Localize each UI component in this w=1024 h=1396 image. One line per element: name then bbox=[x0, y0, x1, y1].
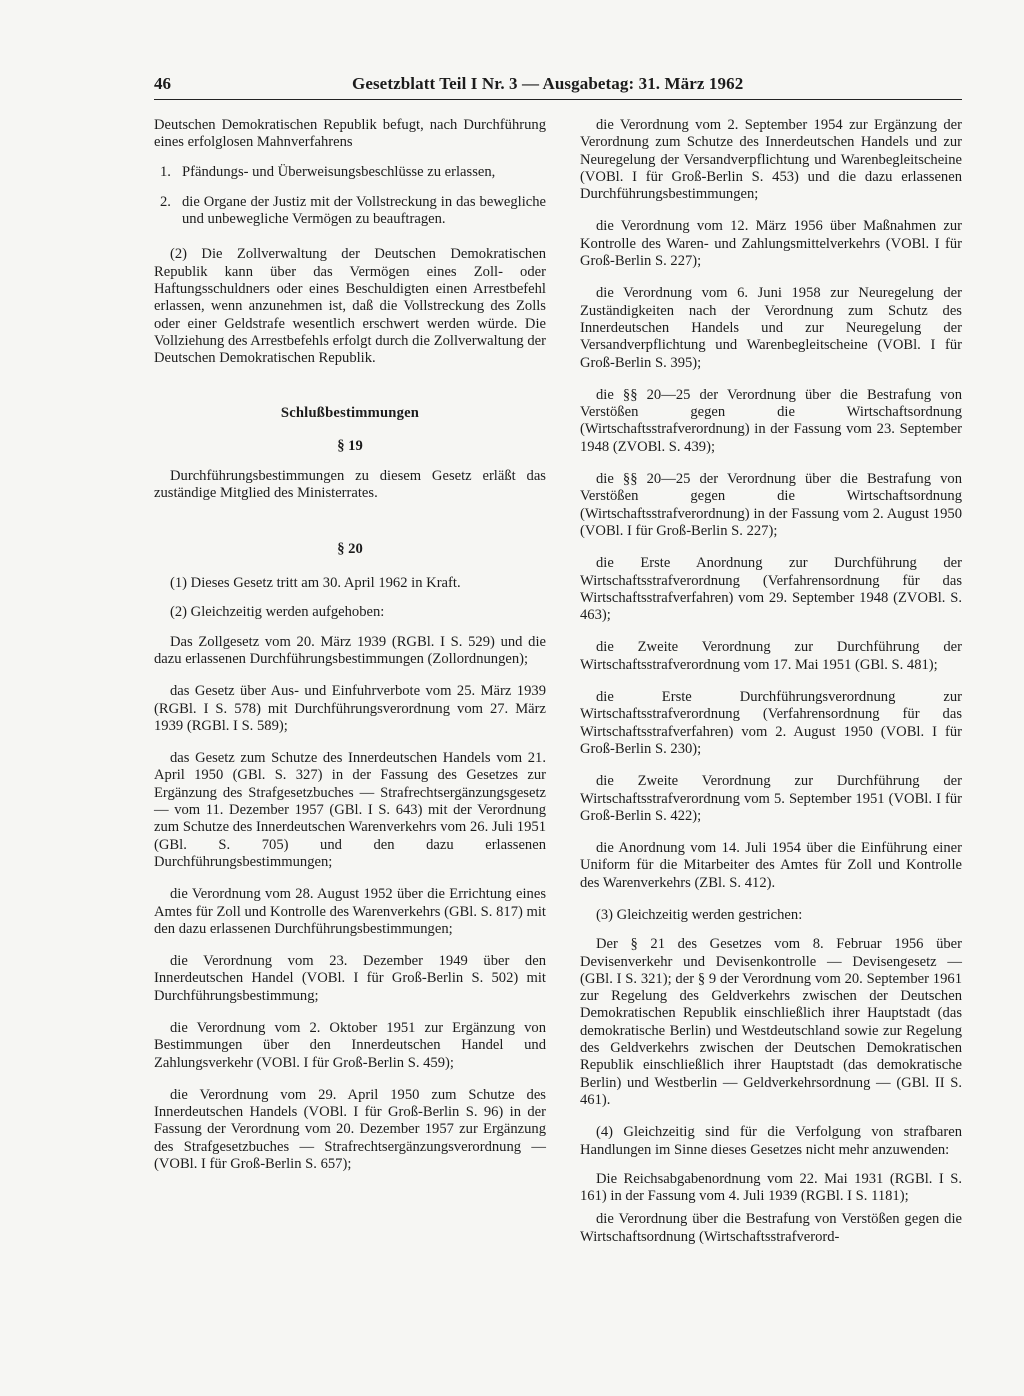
repealed-item: die Verordnung vom 2. Oktober 1951 zur Ergänzung von Bestimmungen über den Innerdeutschen Handel und Zahlungsverkehr (VOBl. I für Groß-Berlin S. 459); bbox=[154, 1019, 546, 1071]
repealed-item: die §§ 20—25 der Verordnung über die Bestrafung von Verstößen gegen die Wirtschaftsordnung (Wirtschaftsstrafverordnung) in der Fassung vom 2. August 1950 (VOBl. I für Groß-Berlin S. 227); bbox=[580, 471, 962, 539]
repealed-item: Das Zollgesetz vom 20. März 1939 (RGBl. I S. 529) und die dazu erlassenen Durchführungsbestimmungen (Zollordnungen); bbox=[154, 633, 546, 667]
header-rule bbox=[154, 99, 962, 100]
repealed-item: die Verordnung vom 12. März 1956 über Maßnahmen zur Kontrolle des Waren- und Zahlungsmittelverkehrs (VOBl. I für Groß-Berlin S. 227); bbox=[580, 218, 962, 270]
repealed-item: die Erste Durchführungsverordnung zur Wirtschaftsstrafverordnung (Verfahrensordnung für das Wirtschaftsstrafverfahren) vom 2. August 1950 (VOBl. I für Groß-Berlin S. 230); bbox=[580, 689, 962, 757]
repealed-item: die Anordnung vom 14. Juli 1954 über die Einführung einer Uniform für die Mitarbeiter des Amtes für Zoll und Kontrolle des Warenverkehrs (ZBl. S. 412). bbox=[580, 840, 962, 891]
list-number: 2. bbox=[160, 193, 171, 210]
section-20-paragraph-1: (1) Dieses Gesetz tritt am 30. April 1962 in Kraft. bbox=[170, 575, 461, 592]
section-19-text: Durchführungsbestimmungen zu diesem Gesetz erläßt das zuständige Mitglied des Ministerrates. bbox=[154, 468, 546, 502]
list-item bbox=[154, 194, 546, 229]
section-20-title: § 20 bbox=[337, 540, 363, 557]
not-applicable-item: die Verordnung über die Bestrafung von Verstößen gegen die Wirtschaftsordnung (Wirtschaftsstrafverord- bbox=[580, 1211, 962, 1245]
repealed-item: das Gesetz über Aus- und Einfuhrverbote vom 25. März 1939 (RGBl. I S. 578) mit Durchführungsverordnung vom 27. März 1939 (RGBl. I S. 589); bbox=[154, 683, 546, 734]
repealed-item: die Verordnung vom 6. Juni 1958 zur Neuregelung der Zuständigkeiten nach der Verordnung zum Schutz des Innerdeutschen Handels und zur Neuregelung der Versandverpflichtung und Warenbegleitscheine (VOBl. I für Groß-Berlin S. 395); bbox=[580, 285, 962, 371]
left-column bbox=[154, 117, 546, 1188]
intro-paragraph: Deutschen Demokratischen Republik befugt, nach Durchführung eines erfolglosen Mahnverfahrens bbox=[154, 117, 546, 151]
paragraph-3-text: Der § 21 des Gesetzes vom 8. Februar 1956 über Devisenverkehr und Devisenkontrolle — Devisengesetz — (GBl. I S. 321); der § 9 der Verordnung vom 20. September 1961 zur Regelung des Geldverkehrs zwischen der Deutschen Demokratischen Republik einschließlich ihrer Hauptstadt (das demokratische Berlin) und Westdeutschland sowie zur Regelung des Geldverkehrs zwischen der Deutschen Demokratischen Republik einschließlich ihrer Hauptstadt (das demokratische Berlin) und Westberlin — Geldverkehrsordnung — (GBl. II S. 461). bbox=[580, 936, 962, 1108]
section-20-paragraph-2: (2) Gleichzeitig werden aufgehoben: bbox=[170, 604, 385, 621]
repealed-item: die Erste Anordnung zur Durchführung der Wirtschaftsstrafverordnung (Verfahrensordnung für das Wirtschaftsstrafverfahren) vom 29. September 1948 (ZVOBl. S. 463); bbox=[580, 555, 962, 624]
paragraph-3-title: (3) Gleichzeitig werden gestrichen: bbox=[596, 906, 803, 923]
repealed-item: die §§ 20—25 der Verordnung über die Bestrafung von Verstößen gegen die Wirtschaftsordnung (Wirtschaftsstrafverordnung) in der Fassung vom 23. September 1948 (ZVOBl. S. 439); bbox=[580, 386, 962, 455]
repealed-item: das Gesetz zum Schutze des Innerdeutschen Handels vom 21. April 1950 (GBl. S. 327) in der Fassung des Gesetzes zur Ergänzung des Strafgesetzbuches — Strafrechtsergänzungsgesetz — vom 11. Dezember 1957 (GBl. I S. 643) mit der Verordnung zum Schutze des Innerdeutschen Warenverkehrs vom 26. Juli 1951 (GBl. S. 705) und den dazu erlassenen Durchführungsbestimmungen; bbox=[154, 750, 546, 870]
gazette-title: Gesetzblatt Teil I Nr. 3 — Ausgabetag: 31. März 1962 bbox=[352, 74, 744, 93]
right-column bbox=[580, 117, 962, 1261]
repealed-item: die Verordnung vom 2. September 1954 zur Ergänzung der Verordnung zum Schutze des Innerdeutschen Handels und zur Neuregelung der Versandverpflichtung und Warenbegleitscheine (VOBl. I für Groß-Berlin S. 453) und die dazu erlassenen Durchführungsbestimmungen; bbox=[580, 117, 962, 203]
paragraph-4-title: (4) Gleichzeitig sind für die Verfolgung von strafbaren Handlungen im Sinne dieses Gesetzes nicht mehr anzuwenden: bbox=[580, 1124, 962, 1158]
list-text: Pfändungs- und Überweisungsbeschlüsse zu erlassen, bbox=[182, 163, 496, 180]
list-number: 1. bbox=[160, 163, 171, 180]
list-text: die Organe der Justiz mit der Vollstreckung in das bewegliche und unbewegliche Vermögen zu beauftragen. bbox=[182, 193, 546, 228]
section-19-title: § 19 bbox=[337, 437, 363, 454]
not-applicable-item: Die Reichsabgabenordnung vom 22. Mai 1931 (RGBl. I S. 161) in der Fassung vom 4. Juli 1939 (RGBl. I S. 1181); bbox=[580, 1170, 962, 1205]
repealed-item: die Verordnung vom 29. April 1950 zum Schutze des Innerdeutschen Handels (VOBl. I für Groß-Berlin S. 96) in der Fassung der Verordnung vom 20. Dezember 1957 zur Ergänzung des Strafgesetzbuches — Strafrechtsergänzungsverordnung — (VOBl. I für Groß-Berlin S. 657); bbox=[154, 1086, 546, 1173]
repealed-item: die Verordnung vom 23. Dezember 1949 über den Innerdeutschen Handel (VOBl. I für Groß-Berlin S. 502) mit Durchführungsbestimmung; bbox=[154, 953, 546, 1004]
page-number: 46 bbox=[154, 74, 171, 93]
repealed-item: die Verordnung vom 28. August 1952 über die Errichtung eines Amtes für Zoll und Kontrolle des Warenverkehrs (GBl. S. 817) mit den dazu erlassenen Durchführungsbestimmungen; bbox=[154, 886, 546, 937]
page-header bbox=[154, 74, 962, 100]
paragraph-2: (2) Die Zollverwaltung der Deutschen Demokratischen Republik kann über das Vermögen eines Zoll- oder Haftungsschuldners oder eines Beschuldigten einen Arrestbefehl erlassen, wenn anzunehmen ist, daß die Vollstreckung des Zolls oder einer Geldstrafe wesentlich erschwert werden würde. Die Vollziehung des Arrestbefehls erfolgt durch die Zollverwaltung der Deutschen Demokratischen Republik. bbox=[154, 246, 546, 367]
repealed-item: die Zweite Verordnung zur Durchführung der Wirtschaftsstrafverordnung vom 5. September 1951 (VOBl. I für Groß-Berlin S. 422); bbox=[580, 773, 962, 824]
repealed-item: die Zweite Verordnung zur Durchführung der Wirtschaftsstrafverordnung vom 17. Mai 1951 (GBl. S. 481); bbox=[580, 639, 962, 673]
list-item bbox=[154, 164, 546, 181]
section-heading: Schlußbestimmungen bbox=[280, 404, 420, 421]
